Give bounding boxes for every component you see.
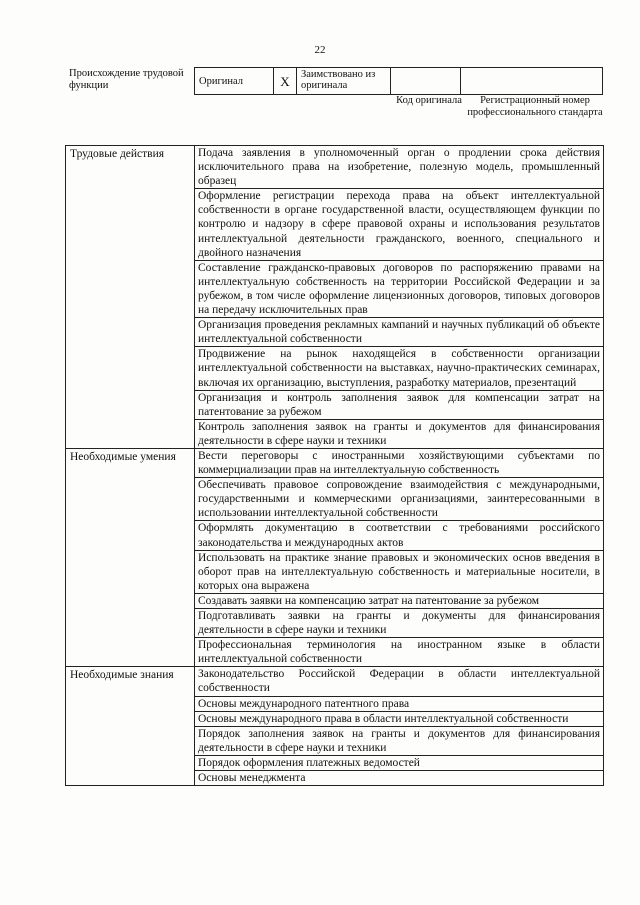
section-item: Создавать заявки на компенсацию затрат на патентование за рубежом <box>195 593 604 608</box>
section-item: Подготавливать заявки на гранты и документы для финансирования деятельности в сфере науки и техники <box>195 609 604 638</box>
section-item: Законодательство Российской Федерации в области интеллектуальной собственности <box>195 667 604 696</box>
table-row <box>66 146 604 189</box>
section-item: Составление гражданско-правовых договоров по распоряжению правами на интеллектуальную собственность на территории Российской Федерации и за рубежом, в том числе оформление лицензионных договоров, типовых договоров на передачу исключительных прав <box>195 260 604 317</box>
page-number: 22 <box>314 44 326 56</box>
code-caption: Код оригинала <box>396 95 462 106</box>
section-item: Продвижение на рынок находящейся в собственности организации интеллектуальной собственности на выставках, научно-практических семинарах, включая их организацию, выступления, разработку материалов, презентаций <box>195 347 604 390</box>
function-details-table <box>65 145 604 786</box>
section-item: Порядок оформления платежных ведомостей <box>195 755 604 770</box>
section-item: Оформление регистрации перехода права на объект интеллектуальной собственности в органе государственной власти, осуществляющем функции по контролю и надзору в сфере правовой охраны и использования результатов интеллектуальной деятельности гражданского, военного, специального и двойного назначения <box>195 189 604 260</box>
origin-code-cell <box>391 68 461 95</box>
table-row <box>66 667 604 696</box>
section-item: Вести переговоры с иностранными хозяйствующими субъектами по коммерциализации прав на интеллектуальную собственность <box>195 448 604 477</box>
section-label: Необходимые знания <box>66 667 195 786</box>
section-item: Организация и контроль заполнения заявок для компенсации затрат на патентование за рубежом <box>195 390 604 419</box>
origin-borrowed-cell: Заимствовано из оригинала <box>297 68 391 95</box>
section-item: Контроль заполнения заявок на гранты и документов для финансирования деятельности в сфере науки и техники <box>195 419 604 448</box>
origin-reg-number-cell <box>461 68 603 95</box>
reg-number-caption: Регистрационный номер профессионального стандарта <box>467 95 603 118</box>
section-label: Необходимые умения <box>66 448 195 666</box>
origin-mark-cell: X <box>274 68 297 95</box>
section-item: Основы менеджмента <box>195 771 604 786</box>
section-item: Основы международного права в области интеллектуальной собственности <box>195 711 604 726</box>
section-item: Основы международного патентного права <box>195 696 604 711</box>
section-label: Трудовые действия <box>66 146 195 449</box>
section-item: Обеспечивать правовое сопровождение взаимодействия с международными, государственными и коммерческими организациями, заинтересованными в использовании интеллектуальной собственности <box>195 478 604 521</box>
origin-label: Происхождение трудовой функции <box>69 68 184 91</box>
section-item: Профессиональная терминология на иностранном языке в области интеллектуальной собственности <box>195 638 604 667</box>
table-row <box>66 448 604 477</box>
section-item: Подача заявления в уполномоченный орган о продлении срока действия исключительного права на изобретение, полезную модель, промышленный образец <box>195 146 604 189</box>
section-item: Оформлять документацию в соответствии с требованиями российского законодательства и международных актов <box>195 521 604 550</box>
section-item: Порядок заполнения заявок на гранты и документов для финансирования деятельности в сфере науки и техники <box>195 726 604 755</box>
origin-original-cell: Оригинал <box>195 68 274 95</box>
section-item: Организация проведения рекламных кампаний и научных публикаций об объекте интеллектуальной собственности <box>195 318 604 347</box>
section-item: Использовать на практике знание правовых и экономических основ введения в оборот прав на интеллектуальную собственность и материальные носители, в которых она выражена <box>195 550 604 593</box>
origin-table <box>194 67 603 95</box>
